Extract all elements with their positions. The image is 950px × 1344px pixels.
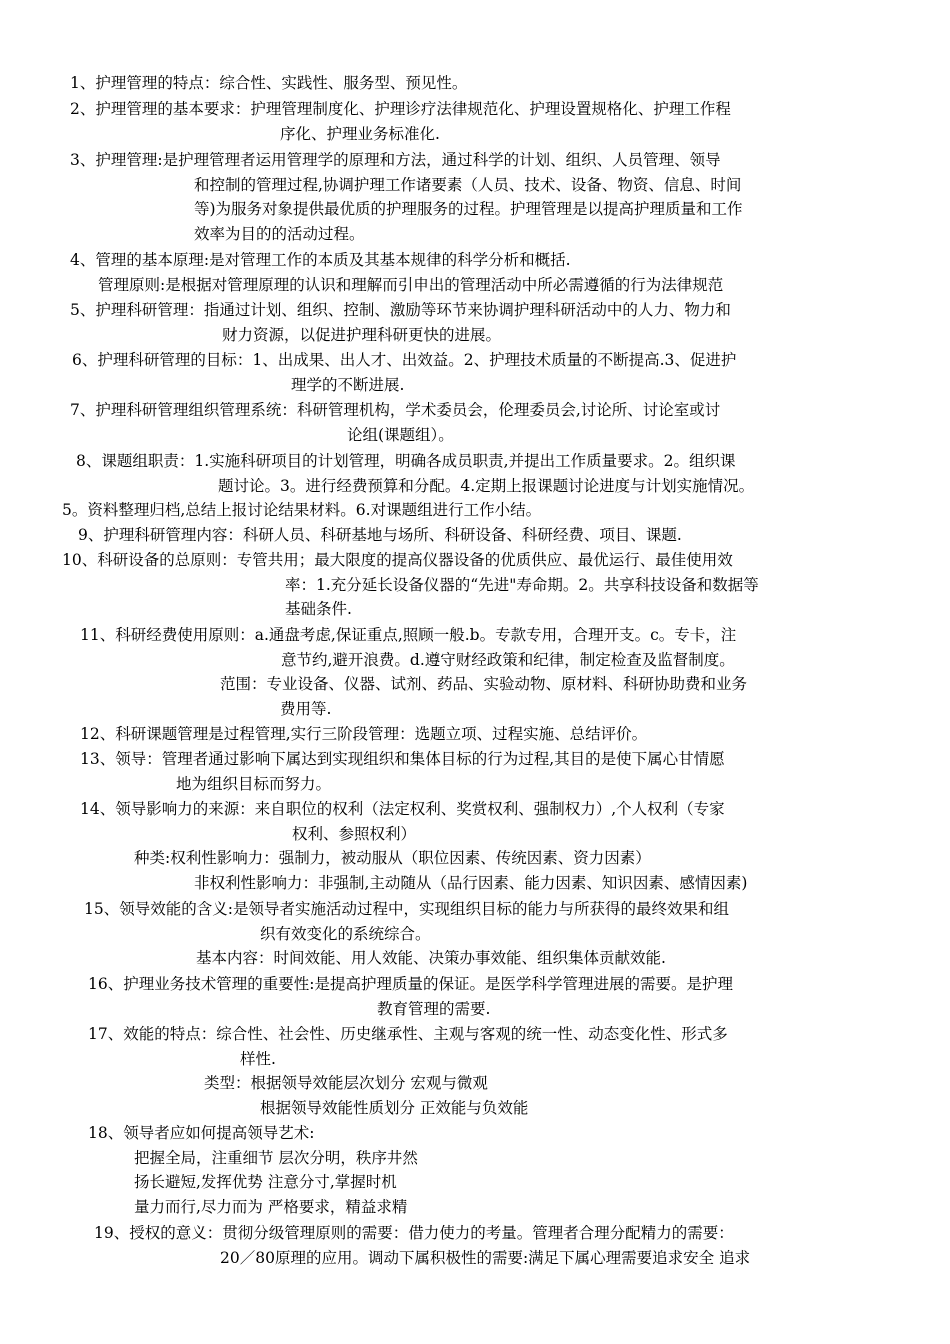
item-3 — [0, 148, 880, 246]
item-9-line-1: 9、护理科研管理内容：科研人员、科研基地与场所、科研设备、科研经费、项目、课题. — [78, 526, 682, 544]
item-2 — [0, 97, 880, 146]
item-8 — [0, 449, 880, 523]
item-5-line-1: 5、护理科研管理：指通过计划、组织、控制、激励等环节来协调护理科研活动中的人力、物力和 — [70, 301, 731, 319]
item-11-line-4: 费用等. — [280, 699, 332, 718]
item-9 — [0, 523, 880, 548]
item-14-line-3: 种类:权利性影响力：强制力，被动服从（职位因素、传统因素、资力因素） — [134, 849, 651, 867]
item-11-line-3: 范围：专业设备、仪器、试剂、药品、实验动物、原材料、科研协助费和业务 — [220, 675, 748, 693]
item-5 — [0, 298, 880, 347]
item-14-line-1: 14、领导影响力的来源：来自职位的权利（法定权利、奖赏权利、强制权力）,个人权利（专家 — [80, 800, 725, 818]
item-11-line-1: 11、科研经费使用原则：a.通盘考虑,保证重点,照顾一般.b。专款专用，合理开支。c。专卡，注 — [80, 626, 737, 644]
item-18 — [0, 1121, 880, 1219]
item-17-line-3: 类型：根据领导效能层次划分 宏观与微观 — [204, 1074, 488, 1092]
item-19-line-1: 19、授权的意义：贯彻分级管理原则的需要：借力使力的考量。管理者合理分配精力的需要： — [94, 1224, 734, 1242]
item-19-line-2: 20／80原理的应用。调动下属积极性的需要:满足下属心理需要追求安全 追求 — [220, 1248, 751, 1267]
item-2-line-1: 2、护理管理的基本要求：护理管理制度化、护理诊疗法律规范化、护理设置规格化、护理工作程 — [70, 100, 731, 118]
item-2-line-2: 序化、护理业务标准化. — [280, 124, 440, 143]
item-8-line-3: 5。资料整理归档,总结上报讨论结果材料。6.对课题组进行工作小结。 — [62, 501, 542, 519]
item-17-line-2: 样性. — [240, 1049, 276, 1068]
item-7-line-1: 7、护理科研管理组织管理系统：科研管理机构，学术委员会，伦理委员会,讨论所、讨论室或讨 — [70, 401, 721, 419]
item-3-line-1: 3、护理管理:是护理管理者运用管理学的原理和方法，通过科学的计划、组织、人员管理、领导 — [70, 151, 721, 169]
item-5-line-2: 财力资源，以促进护理科研更快的进展。 — [222, 325, 502, 344]
item-18-line-2: 把握全局，注重细节 层次分明，秩序井然 — [134, 1148, 418, 1167]
item-8-line-1: 8、课题组职责：1.实施科研项目的计划管理，明确各成员职责,并提出工作质量要求。2。组织课 — [76, 452, 736, 470]
item-15-line-2: 织有效变化的系统综合。 — [260, 924, 431, 943]
item-7 — [0, 398, 880, 447]
item-15-line-3: 基本内容：时间效能、用人效能、决策办事效能、组织集体贡献效能. — [196, 949, 666, 967]
item-17-line-1: 17、效能的特点：综合性、社会性、历史继承性、主观与客观的统一性、动态变化性、形式多 — [88, 1025, 728, 1043]
item-1-line-1: 1、护理管理的特点：综合性、实践性、服务型、预见性。 — [70, 74, 468, 92]
item-17 — [0, 1022, 880, 1120]
item-3-line-3: 等)为服务对象提供最优质的护理服务的过程。护理管理是以提高护理质量和工作 — [194, 200, 743, 218]
item-13-line-2: 地为组织目标而努力。 — [176, 774, 332, 793]
item-6 — [0, 348, 880, 397]
item-15-line-1: 15、领导效能的含义:是领导者实施活动过程中，实现组织目标的能力与所获得的最终效果和组 — [84, 900, 729, 918]
item-16 — [0, 972, 880, 1021]
item-8-line-2: 题讨论。3。进行经费预算和分配。4.定期上报课题讨论进度与计划实施情况。 — [218, 476, 755, 495]
item-15 — [0, 897, 880, 971]
item-16-line-2: 教育管理的需要. — [377, 999, 491, 1018]
item-11 — [0, 623, 880, 721]
item-14-line-4: 非权利性影响力：非强制,主动随从（品行因素、能力因素、知识因素、感情因素) — [194, 873, 748, 892]
item-10 — [0, 548, 880, 622]
item-4 — [0, 248, 880, 297]
item-19 — [0, 1221, 880, 1270]
item-13-line-1: 13、领导：管理者通过影响下属达到实现组织和集体目标的行为过程,其目的是使下属心甘情愿 — [80, 750, 725, 768]
item-12 — [0, 722, 880, 747]
item-16-line-1: 16、护理业务技术管理的重要性:是提高护理质量的保证。是医学科学管理进展的需要。是护理 — [88, 975, 733, 993]
item-4-line-2: 管理原则:是根据对管理原理的认识和理解而引申出的管理活动中所必需遵循的行为法律规范 — [98, 275, 724, 294]
item-7-line-2: 论组(课题组）。 — [347, 425, 454, 444]
item-18-line-4: 量力而行,尽力而为 严格要求，精益求精 — [134, 1197, 408, 1216]
item-3-line-2: 和控制的管理过程,协调护理工作诸要素（人员、技术、设备、物资、信息、时间 — [194, 175, 742, 194]
item-6-line-2: 理学的不断进展. — [291, 375, 405, 394]
item-10-line-1: 10、科研设备的总原则：专管共用；最大限度的提高仪器设备的优质供应、最优运行、最佳使用效 — [62, 551, 733, 569]
item-4-line-1: 4、管理的基本原理:是对管理工作的本质及其基本规律的科学分析和概括. — [70, 251, 571, 269]
item-3-line-4: 效率为目的的活动过程。 — [194, 224, 365, 243]
item-12-line-1: 12、科研课题管理是过程管理,实行三阶段管理：选题立项、过程实施、总结评价。 — [80, 725, 648, 743]
item-10-line-3: 基础条件. — [285, 600, 352, 618]
item-18-line-1: 18、领导者应如何提高领导艺术: — [88, 1124, 315, 1142]
item-6-line-1: 6、护理科研管理的目标：1、出成果、出人才、出效益。2、护理技术质量的不断提高.3、促进护 — [72, 351, 737, 369]
item-11-line-2: 意节约,避开浪费。d.遵守财经政策和纪律，制定检查及监督制度。 — [281, 650, 735, 669]
item-14-line-2: 权利、参照权利） — [292, 824, 417, 843]
item-17-line-4: 根据领导效能性质划分 正效能与负效能 — [260, 1098, 529, 1117]
item-1 — [0, 71, 880, 96]
item-13 — [0, 747, 880, 796]
item-14 — [0, 797, 880, 895]
item-10-line-2: 率：1.充分延长设备仪器的“先进"寿命期。2。共享科技设备和数据等 — [285, 575, 759, 594]
item-18-line-3: 扬长避短,发挥优势 注意分寸,掌握时机 — [134, 1173, 397, 1191]
